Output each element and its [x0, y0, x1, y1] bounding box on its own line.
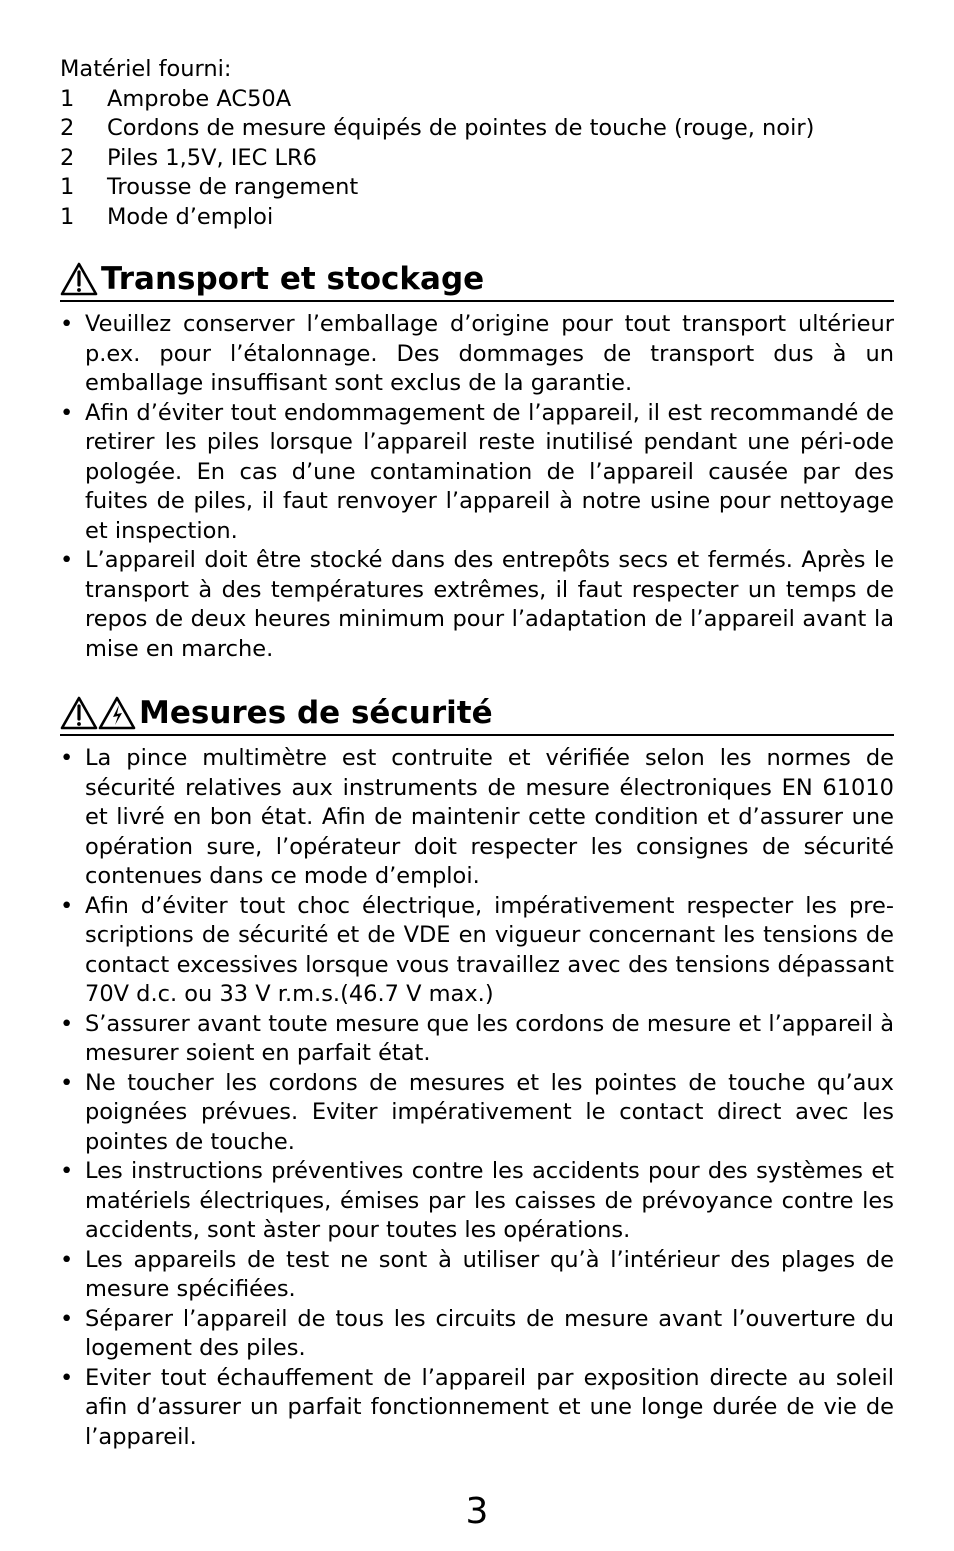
item-label: Cordons de mesure équipés de pointes de touche (rouge, noir) — [107, 115, 815, 141]
bullet-icon: • — [60, 1010, 74, 1037]
bullet-icon: • — [60, 1246, 74, 1273]
supplied-list — [60, 85, 894, 233]
bullet-icon: • — [60, 1305, 74, 1332]
list-item: • Afin d’éviter tout choc électrique, impérativement respecter les pre-scriptions de sécurité et de VDE en vigueur concernant les tensions de contact excessives lorsque vous travaillez avec des tensions dépassant 70V d.c. ou 33 V r.m.s.(46.7 V max.) — [60, 892, 894, 1010]
item-quantity: 1 — [60, 85, 75, 112]
list-item: • Les instructions préventives contre les accidents pour des systèmes et matériels électriques, émises par les caisses de prévoyance contre les accidents, sont àster pour toutes les opérations. — [60, 1157, 894, 1246]
bullet-icon: • — [60, 745, 74, 771]
supplied-title: Matériel fourni: — [60, 56, 232, 82]
item-quantity: 2 — [60, 144, 75, 171]
safety-bullets — [60, 744, 894, 1452]
list-item — [60, 203, 894, 233]
transport-heading — [60, 260, 894, 302]
item-label: Mode d’emploi — [107, 203, 274, 230]
warning-triangle-icon — [60, 262, 98, 296]
electric-shock-triangle-icon — [98, 696, 136, 730]
item-quantity: 1 — [60, 174, 75, 200]
list-item: • S’assurer avant toute mesure que les cordons de mesure et l’appareil à mesurer soient en parfait état. — [60, 1010, 894, 1069]
bullet-icon: • — [60, 1364, 74, 1391]
item-label: Amprobe AC50A — [107, 85, 292, 112]
list-item — [60, 85, 894, 115]
list-item: • L’appareil doit être stocké dans des entrepôts secs et fermés. Après le transport à des températures extrêmes, il faut respecter un temps de repos de deux heures minimum pour l’adaptation de l’appareil avant la mise en marche. — [60, 546, 894, 664]
document-page — [60, 55, 894, 1452]
bullet-icon: • — [60, 547, 74, 573]
item-quantity: 1 — [60, 203, 75, 230]
item-label: Trousse de rangement — [107, 174, 359, 200]
bullet-icon: • — [60, 1158, 74, 1184]
safety-heading — [60, 694, 894, 736]
bullet-icon: • — [60, 311, 74, 337]
item-quantity: 2 — [60, 115, 75, 141]
list-item: • Séparer l’appareil de tous les circuits de mesure avant l’ouverture du logement des piles. — [60, 1305, 894, 1364]
transport-bullets — [60, 310, 894, 664]
list-item: • Afin d’éviter tout endommagement de l’appareil, il est recommandé de retirer les piles lorsque l’appareil reste inutilisé pendant une péri-ode pologée. En cas d’une contamination de l’appareil causée par des fuites de piles, il faut renvoyer l’appareil à notre usine pour nettoyage et inspection. — [60, 399, 894, 547]
bullet-icon: • — [60, 399, 74, 426]
warning-triangle-icon — [60, 696, 98, 730]
section-title: Transport et stockage — [101, 261, 485, 297]
bullet-icon: • — [60, 1069, 74, 1096]
list-item: • La pince multimètre est contruite et vérifiée selon les normes de sécurité relatives aux instruments de mesure électroniques EN 61010 et livré en bon état. Afin de maintenir cette condition et d’assurer une opération sure, l’opérateur doit respecter les consignes de sécurité contenues dans ce mode d’emploi. — [60, 744, 894, 892]
list-item: • Ne toucher les cordons de mesures et les pointes de touche qu’aux poignées prévues. Eviter impérativement le contact direct avec les pointes de touche. — [60, 1069, 894, 1158]
list-item: • Eviter tout échauffement de l’appareil par exposition directe au soleil afin d’assurer un parfait fonctionnement et une longe durée de vie de l’appareil. — [60, 1364, 894, 1453]
page-number: 3 — [465, 1491, 489, 1532]
list-item — [60, 144, 894, 174]
list-item — [60, 173, 894, 203]
section-title: Mesures de sécurité — [139, 695, 493, 731]
list-item — [60, 114, 894, 144]
item-label: Piles 1,5V, IEC LR6 — [107, 144, 317, 171]
bullet-icon: • — [60, 892, 74, 919]
list-item: • Veuillez conserver l’emballage d’origine pour tout transport ultérieur p.ex. pour l’étalonnage. Des dommages de transport dus à un emballage insuffisant sont exclus de la garantie. — [60, 310, 894, 399]
list-item: • Les appareils de test ne sont à utiliser qu’à l’intérieur des plages de mesure spécifiées. — [60, 1246, 894, 1305]
